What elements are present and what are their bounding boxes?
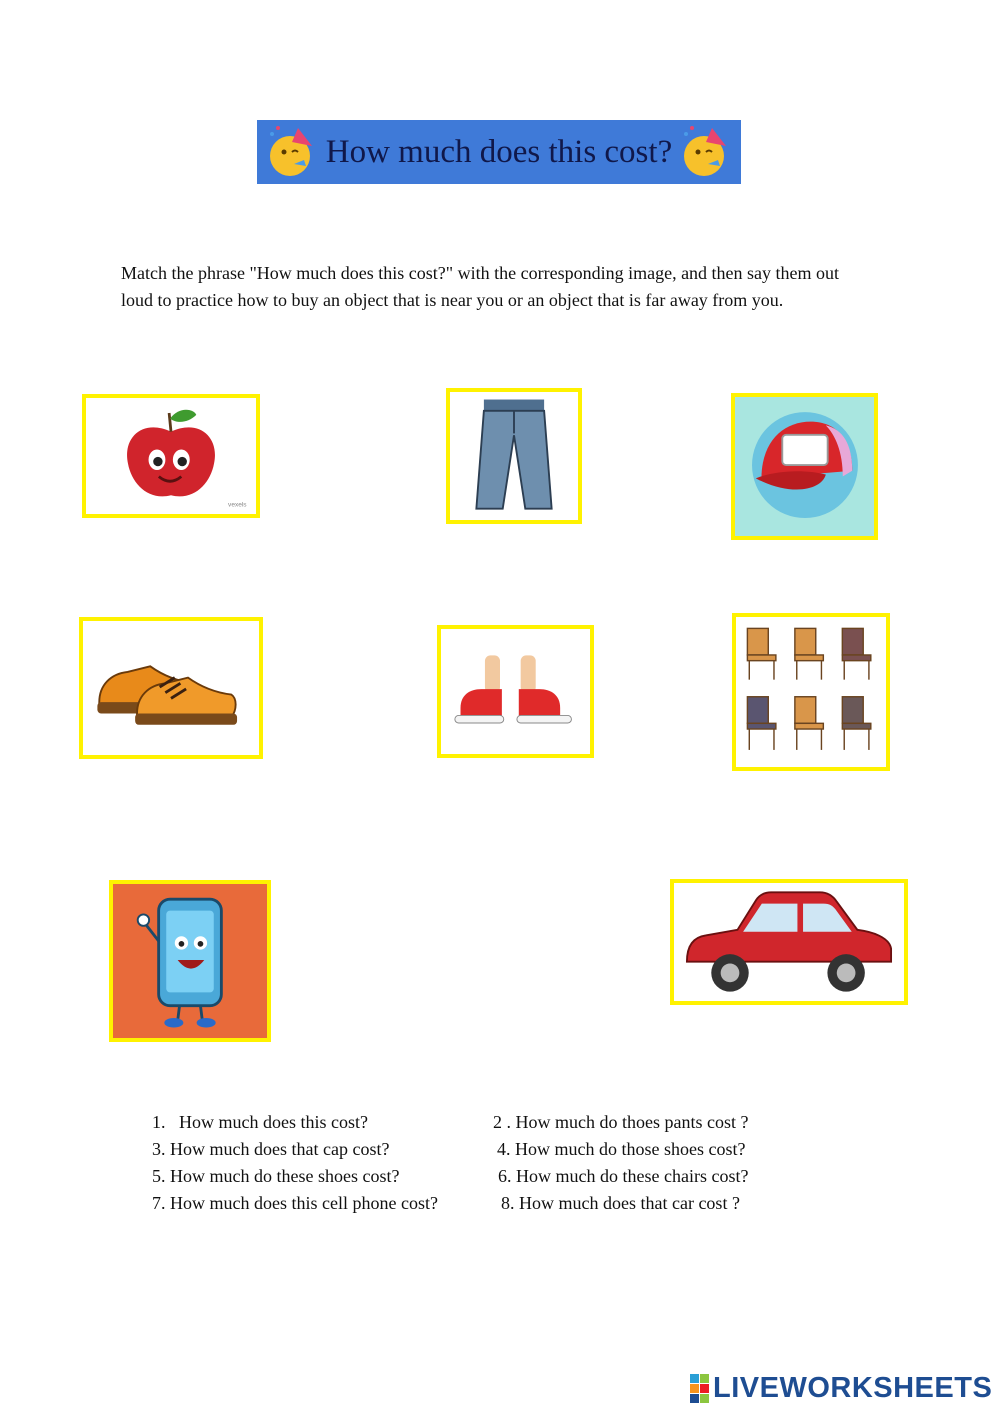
party-face-icon bbox=[678, 124, 734, 180]
image-shoes[interactable] bbox=[79, 617, 263, 759]
party-face-icon bbox=[264, 124, 320, 180]
image-cell-phone[interactable] bbox=[109, 880, 271, 1042]
car-illustration bbox=[674, 883, 904, 1001]
cap-illustration bbox=[735, 397, 874, 536]
sentence-5: 5. How much do these shoes cost? bbox=[152, 1166, 400, 1186]
image-car[interactable] bbox=[670, 879, 908, 1005]
shoes-illustration bbox=[83, 621, 259, 755]
sentence-6: 6. How much do these chairs cost? bbox=[498, 1166, 749, 1186]
image-chairs[interactable] bbox=[732, 613, 890, 771]
instructions: Match the phrase "How much does this cost?" with the corresponding image, and then say them out loud to practice how to buy an object that is near you or an object that is far away from you. bbox=[121, 263, 840, 310]
sentence-8: 8. How much does that car cost ? bbox=[501, 1193, 740, 1213]
logo-icon bbox=[690, 1374, 709, 1403]
watermark: vexels bbox=[228, 501, 247, 509]
cell-phone-illustration bbox=[113, 884, 267, 1038]
image-pants[interactable] bbox=[446, 388, 582, 524]
chairs-illustration bbox=[736, 617, 886, 767]
sneakers-illustration bbox=[441, 629, 590, 754]
sentence-2: 2 . How much do thoes pants cost ? bbox=[493, 1112, 749, 1132]
logo-text: LIVEWORKSHEETS bbox=[713, 1371, 993, 1404]
liveworksheets-logo[interactable] bbox=[690, 1372, 992, 1404]
apple-illustration bbox=[86, 398, 256, 514]
sentence-7: 7. How much does this cell phone cost? bbox=[152, 1193, 438, 1213]
image-cap[interactable] bbox=[731, 393, 878, 540]
pants-illustration bbox=[450, 392, 578, 520]
image-sneakers[interactable] bbox=[437, 625, 594, 758]
page-title: How much does this cost? bbox=[325, 133, 673, 170]
sentence-3: 3. How much does that cap cost? bbox=[152, 1139, 390, 1159]
title-banner bbox=[257, 120, 741, 184]
image-apple[interactable] bbox=[82, 394, 260, 518]
sentence-4: 4. How much do those shoes cost? bbox=[497, 1139, 746, 1159]
sentence-1: 1. How much does this cost? bbox=[152, 1112, 368, 1132]
